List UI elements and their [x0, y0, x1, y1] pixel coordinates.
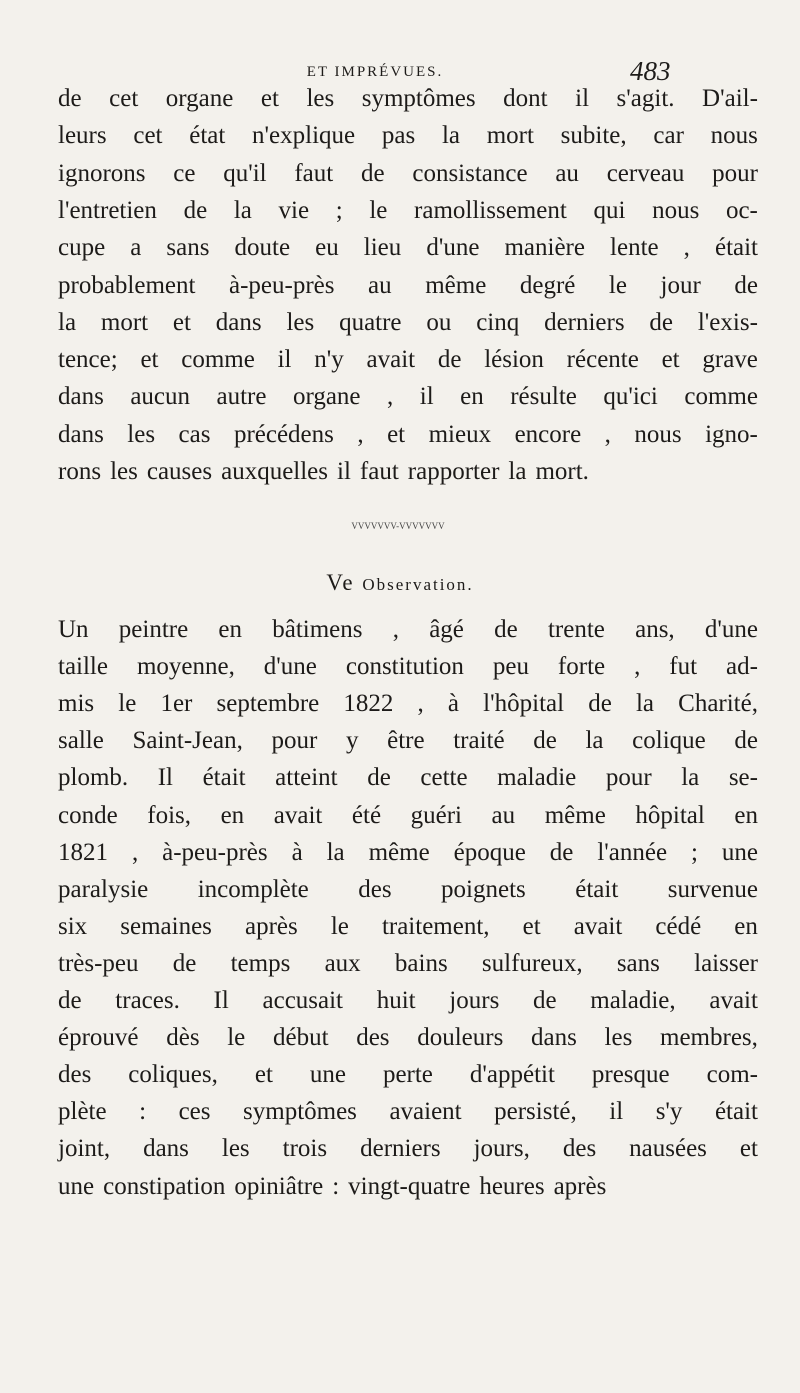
- text-line: conde fois, en avait été guéri au même hôpital en: [58, 801, 758, 829]
- heading-title: Observation.: [362, 575, 474, 594]
- text-line: taille moyenne, d'une constitution peu forte , fut ad-: [58, 653, 758, 681]
- text-line: éprouvé dès le début des douleurs dans les membres,: [58, 1024, 758, 1052]
- text-line: plète : ces symptômes avaient persisté, il s'y était: [58, 1098, 758, 1126]
- text-line: probablement à-peu-près au même degré le jour de: [58, 271, 758, 299]
- text-line: de traces. Il accusait huit jours de maladie, avait: [58, 987, 758, 1014]
- text-line: dans aucun autre organe , il en résulte qu'ici comme: [58, 383, 758, 411]
- text-line: rons les causes auxquelles il faut rapporter la mort.: [58, 458, 589, 485]
- text-line: la mort et dans les quatre ou cinq derniers de l'exis-: [58, 308, 758, 336]
- text-line: l'entretien de la vie ; le ramollissement qui nous oc-: [58, 196, 758, 224]
- text-line: leurs cet état n'explique pas la mort subite, car nous: [58, 122, 758, 150]
- heading-numeral: Ve: [326, 570, 363, 595]
- text-line: une constipation opiniâtre : vingt-quatre heures après: [58, 1172, 607, 1200]
- text-line: ignorons ce qu'il faut de consistance au cerveau pour: [58, 159, 758, 187]
- text-line: Un peintre en bâtimens , âgé de trente ans, d'une: [58, 616, 758, 643]
- text-line: joint, dans les trois derniers jours, des nausées et: [58, 1135, 758, 1163]
- text-line: plomb. Il était atteint de cette maladie pour la se-: [58, 764, 758, 792]
- text-line: dans les cas précédens , et mieux encore , nous igno-: [58, 420, 758, 448]
- page-number: 483: [630, 56, 671, 86]
- running-head: ET IMPRÉVUES.: [306, 64, 444, 80]
- text-line: tence; et comme il n'y avait de lésion récente et grave: [58, 346, 758, 374]
- text-line: six semaines après le traitement, et avait cédé en: [58, 912, 758, 940]
- text-line: paralysie incomplète des poignets était survenue: [58, 875, 758, 903]
- section-ornament: VVVVVVV-VVVVVVV: [351, 521, 445, 531]
- text-line: cupe a sans doute eu lieu d'une manière lente , était: [58, 234, 758, 262]
- text-line: très-peu de temps aux bains sulfureux, sans laisser: [58, 949, 758, 977]
- text-line: mis le 1er septembre 1822 , à l'hôpital de la Charité,: [58, 690, 758, 718]
- text-line: salle Saint-Jean, pour y être traité de la colique de: [58, 727, 758, 755]
- text-line: des coliques, et une perte d'appétit presque com-: [58, 1061, 758, 1089]
- text-line: de cet organe et les symptômes dont il s'agit. D'ail-: [58, 85, 758, 112]
- text-line: 1821 , à-peu-près à la même époque de l'année ; une: [58, 838, 758, 866]
- section-heading: [280, 570, 520, 596]
